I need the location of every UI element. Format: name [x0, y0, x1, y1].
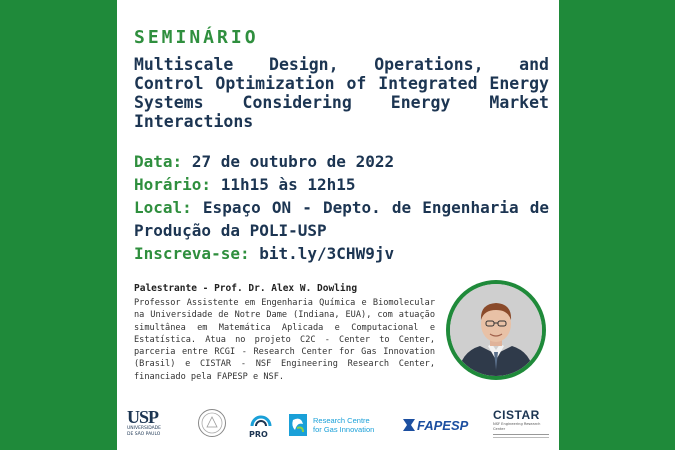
place-value: Espaço ON - Depto. de Engenharia de Produção da POLI-USP	[134, 198, 549, 240]
seminar-title: Multiscale Design, Operations, and Control Optimization of Integrated Energy Systems Considering Energy Market Interactions	[134, 55, 549, 131]
rcgi-logo	[287, 408, 387, 442]
partner-logos	[127, 408, 552, 442]
usp-sub-1: UNIVERSIDADE	[127, 426, 161, 431]
seminar-card	[117, 0, 559, 450]
rcgi-line-1: Research Centre	[313, 416, 370, 425]
seminar-kicker: SEMINÁRIO	[134, 27, 259, 48]
usp-sub-2: DE SÃO PAULO	[127, 432, 161, 437]
fapesp-logo	[402, 408, 472, 442]
date-row	[134, 150, 549, 173]
rcgi-line-2: for Gas Innovation	[313, 425, 375, 434]
cistar-sub: NSF Engineering Research Center	[493, 422, 541, 431]
time-value: 11h15 às 12h15	[220, 175, 356, 194]
speaker-heading: Palestrante - Prof. Dr. Alex W. Dowling	[134, 283, 358, 294]
time-label: Horário:	[134, 175, 212, 194]
rcgi-mark-icon	[287, 412, 309, 438]
cistar-rule	[493, 434, 549, 435]
rcgi-text	[313, 416, 374, 434]
speaker-bio: Professor Assistente em Engenharia Química e Biomolecular na Universidade de Notre Dame (Indiana, EUA), com atuação simultânea em Matemática Aplicada e Computacional e Estatística. Atua no projeto C2C - Center to Center, parceria entre RCGI - Research Center for Gas Innovation (Brasil) e CISTAR - NSF Engineering Research Center, financiado pela FAPESP e NSF.	[134, 298, 435, 382]
fapesp-wordmark: FAPESP	[417, 418, 469, 433]
place-label: Local:	[134, 198, 192, 217]
pro-arc-icon	[249, 408, 273, 428]
usp-logo	[127, 408, 171, 442]
portrait-icon	[450, 284, 542, 376]
time-row	[134, 173, 549, 196]
cistar-wordmark: CISTAR	[493, 408, 540, 422]
date-label: Data:	[134, 152, 183, 171]
register-row	[134, 242, 549, 265]
cistar-rule-2	[493, 437, 549, 438]
speaker-photo	[450, 284, 542, 376]
usp-wordmark: USP	[127, 407, 159, 427]
pro-logo	[249, 408, 281, 442]
pro-wordmark: PRO	[249, 430, 268, 439]
cistar-logo	[493, 408, 553, 442]
date-value: 27 de outubro de 2022	[191, 152, 395, 171]
speaker-photo-frame	[446, 280, 546, 380]
event-info	[134, 150, 549, 265]
place-row	[134, 196, 549, 242]
register-label: Inscreva-se:	[134, 244, 250, 263]
register-link[interactable]: bit.ly/3CHW9jv	[259, 244, 395, 263]
seal-icon	[197, 408, 227, 438]
poli-seal-logo	[197, 408, 231, 442]
fapesp-mark-icon	[402, 417, 416, 433]
